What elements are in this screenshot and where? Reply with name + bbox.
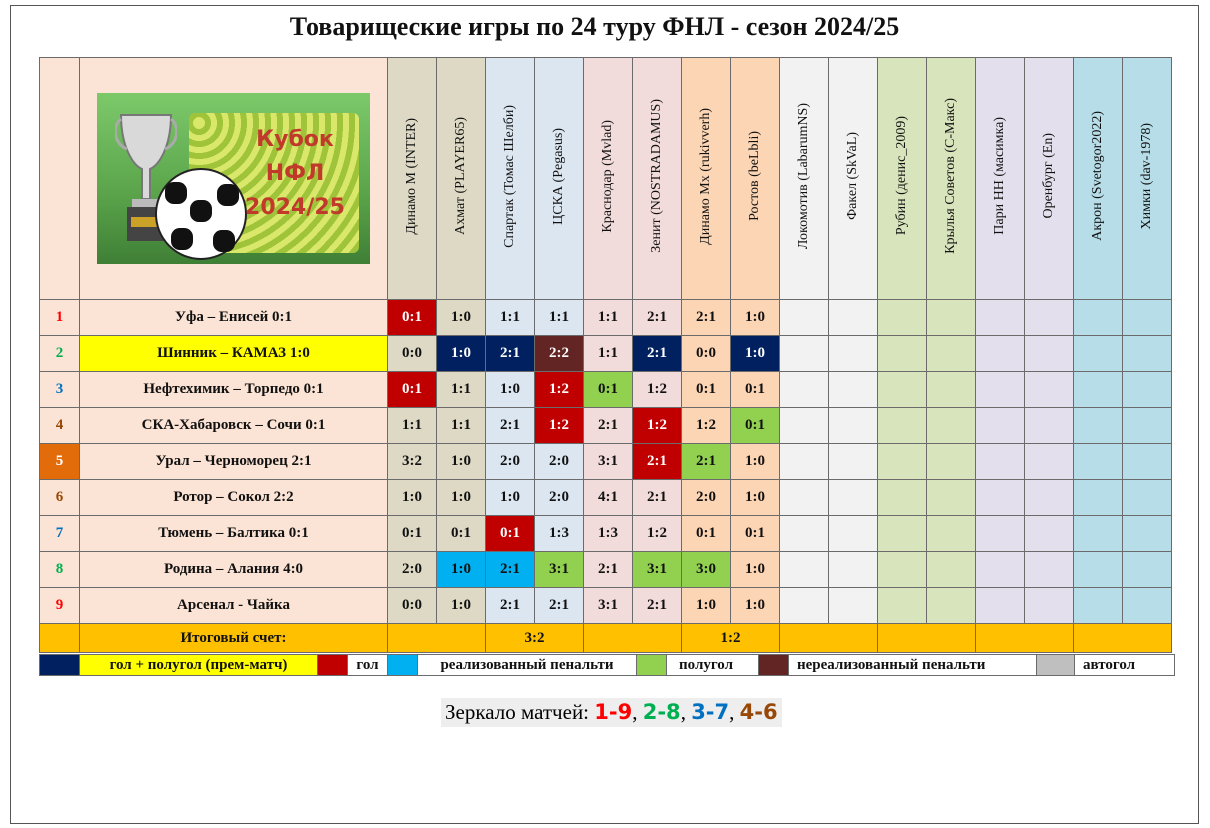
legend-label-own-goal: автогол <box>1075 655 1175 676</box>
score-cell: 2:0 <box>535 444 584 480</box>
legend-swatch-prem <box>40 655 80 676</box>
match-name: Арсенал - Чайка <box>80 588 388 624</box>
empty-cell <box>829 444 878 480</box>
score-cell: 0:1 <box>486 516 535 552</box>
match-row <box>40 552 1172 588</box>
score-cell: 2:0 <box>388 552 437 588</box>
score-cell: 2:1 <box>633 444 682 480</box>
mirror-sep: , <box>632 700 638 724</box>
team-name: Динамо М (INTER) <box>404 117 419 235</box>
score-cell: 2:0 <box>486 444 535 480</box>
score-cell: 2:1 <box>535 588 584 624</box>
row-number: 7 <box>40 516 80 552</box>
team-header <box>535 58 584 300</box>
empty-cell <box>780 552 829 588</box>
score-cell: 3:1 <box>633 552 682 588</box>
score-cell: 1:2 <box>633 372 682 408</box>
team-name: Локомотив (LabarumNS) <box>796 102 811 250</box>
team-name: Ростов (beLbli) <box>747 131 762 221</box>
legend-label-missed-pen: нереализованный пенальти <box>789 655 1037 676</box>
score-cell: 0:1 <box>388 372 437 408</box>
total-label: Итоговый счет: <box>80 624 388 653</box>
score-cell: 1:0 <box>682 588 731 624</box>
score-cell: 1:0 <box>437 300 486 336</box>
score-cell: 3:1 <box>535 552 584 588</box>
empty-cell <box>878 588 927 624</box>
score-cell: 1:0 <box>388 480 437 516</box>
logo-line: НФЛ <box>265 161 325 186</box>
score-cell: 2:1 <box>633 300 682 336</box>
score-cell: 4:1 <box>584 480 633 516</box>
empty-cell <box>1074 408 1123 444</box>
empty-cell <box>1025 408 1074 444</box>
row-number: 5 <box>40 444 80 480</box>
page-title: Товарищеские игры по 24 туру ФНЛ - сезон 2024/25 <box>289 12 900 41</box>
mirror-pair-2: 2-8 <box>642 700 681 724</box>
empty-cell <box>1025 300 1074 336</box>
mirror-matches <box>441 698 782 727</box>
empty-cell <box>780 300 829 336</box>
score-cell: 2:0 <box>535 480 584 516</box>
match-rows <box>40 300 1172 624</box>
cup-logo <box>97 93 370 264</box>
score-cell: 3:1 <box>584 444 633 480</box>
empty-cell <box>1123 444 1172 480</box>
score-cell: 1:0 <box>731 480 780 516</box>
mirror-label: Зеркало матчей: <box>445 700 590 724</box>
total-empty <box>1074 624 1172 653</box>
match-name: Родина – Алания 4:0 <box>80 552 388 588</box>
match-name: Уфа – Енисей 0:1 <box>80 300 388 336</box>
logo-text <box>225 123 365 225</box>
empty-cell <box>976 480 1025 516</box>
score-cell: 1:2 <box>535 372 584 408</box>
team-name: Рубин (денис_2009) <box>894 116 909 236</box>
empty-cell <box>927 516 976 552</box>
match-name: Нефтехимик – Торпедо 0:1 <box>80 372 388 408</box>
empty-cell <box>878 444 927 480</box>
empty-cell <box>976 336 1025 372</box>
match-row <box>40 372 1172 408</box>
empty-cell <box>829 480 878 516</box>
score-cell: 0:0 <box>682 336 731 372</box>
match-row <box>40 480 1172 516</box>
mirror-pair-1: 1-9 <box>594 700 633 724</box>
score-cell: 2:1 <box>584 552 633 588</box>
row-number: 3 <box>40 372 80 408</box>
match-row <box>40 408 1172 444</box>
match-name: Урал – Черноморец 2:1 <box>80 444 388 480</box>
score-cell: 1:0 <box>731 588 780 624</box>
team-name: Зенит (NOSTRADAMUS) <box>649 99 664 253</box>
total-empty <box>388 624 486 653</box>
team-header <box>927 58 976 300</box>
total-empty <box>40 624 80 653</box>
score-cell: 1:0 <box>437 552 486 588</box>
empty-cell <box>829 516 878 552</box>
score-cell: 1:0 <box>437 444 486 480</box>
score-cell: 2:1 <box>682 444 731 480</box>
empty-cell <box>1025 588 1074 624</box>
score-cell: 2:1 <box>486 408 535 444</box>
empty-cell <box>1025 480 1074 516</box>
score-cell: 1:0 <box>731 300 780 336</box>
match-name: Тюмень – Балтика 0:1 <box>80 516 388 552</box>
total-score-1: 3:2 <box>486 624 584 653</box>
team-header <box>976 58 1025 300</box>
empty-cell <box>829 336 878 372</box>
team-header <box>878 58 927 300</box>
row-number: 9 <box>40 588 80 624</box>
empty-cell <box>829 552 878 588</box>
corner-cell <box>40 58 80 300</box>
empty-cell <box>878 552 927 588</box>
total-empty <box>878 624 976 653</box>
empty-cell <box>1025 552 1074 588</box>
empty-cell <box>927 480 976 516</box>
score-cell: 3:0 <box>682 552 731 588</box>
empty-cell <box>1123 372 1172 408</box>
empty-cell <box>1074 588 1123 624</box>
empty-cell <box>780 444 829 480</box>
empty-cell <box>780 336 829 372</box>
score-cell: 2:1 <box>633 480 682 516</box>
score-cell: 0:1 <box>731 516 780 552</box>
team-header <box>682 58 731 300</box>
score-cell: 2:1 <box>486 552 535 588</box>
empty-cell <box>927 588 976 624</box>
score-cell: 1:2 <box>633 408 682 444</box>
team-name: Химки (dav-1978) <box>1139 122 1154 230</box>
empty-cell <box>927 552 976 588</box>
empty-cell <box>927 408 976 444</box>
empty-cell <box>1074 336 1123 372</box>
score-cell: 1:2 <box>682 408 731 444</box>
mirror-pair-4: 4-6 <box>739 700 778 724</box>
empty-cell <box>829 588 878 624</box>
logo-line: 2024/25 <box>245 195 345 220</box>
score-cell: 2:1 <box>633 336 682 372</box>
match-name: Шинник – КАМАЗ 1:0 <box>80 336 388 372</box>
score-cell: 1:1 <box>437 408 486 444</box>
empty-cell <box>976 552 1025 588</box>
team-name: Спартак (Томас Шелби) <box>502 104 517 248</box>
empty-cell <box>927 372 976 408</box>
score-cell: 1:2 <box>535 408 584 444</box>
match-row <box>40 516 1172 552</box>
empty-cell <box>976 516 1025 552</box>
empty-cell <box>1123 336 1172 372</box>
score-cell: 2:1 <box>486 336 535 372</box>
empty-cell <box>1123 588 1172 624</box>
score-cell: 0:1 <box>682 372 731 408</box>
score-cell: 0:0 <box>388 336 437 372</box>
team-name: Динамо Мх (rukivverh) <box>698 107 713 245</box>
empty-cell <box>1025 372 1074 408</box>
team-header <box>584 58 633 300</box>
score-cell: 1:1 <box>388 408 437 444</box>
team-header <box>731 58 780 300</box>
empty-cell <box>1123 300 1172 336</box>
score-cell: 0:1 <box>388 300 437 336</box>
score-cell: 2:1 <box>682 300 731 336</box>
score-cell: 2:2 <box>535 336 584 372</box>
total-empty <box>976 624 1074 653</box>
empty-cell <box>780 372 829 408</box>
score-cell: 0:1 <box>731 408 780 444</box>
match-row <box>40 300 1172 336</box>
score-cell: 1:0 <box>731 552 780 588</box>
empty-cell <box>1074 516 1123 552</box>
empty-cell <box>976 300 1025 336</box>
empty-cell <box>1074 300 1123 336</box>
score-cell: 0:1 <box>731 372 780 408</box>
empty-cell <box>878 300 927 336</box>
score-cell: 0:1 <box>437 516 486 552</box>
score-cell: 1:3 <box>584 516 633 552</box>
empty-cell <box>927 336 976 372</box>
total-score-2: 1:2 <box>682 624 780 653</box>
team-name: Оренбург (En) <box>1041 133 1056 219</box>
score-cell: 1:1 <box>437 372 486 408</box>
score-cell: 1:0 <box>437 480 486 516</box>
empty-cell <box>976 408 1025 444</box>
empty-cell <box>1025 336 1074 372</box>
header-row <box>40 58 1172 300</box>
legend-swatch-penalty <box>388 655 418 676</box>
team-header <box>1074 58 1123 300</box>
score-cell: 0:0 <box>388 588 437 624</box>
team-name: Акрон (Svetogor2022) <box>1090 111 1105 241</box>
empty-cell <box>1074 444 1123 480</box>
mirror-sep: , <box>729 700 735 724</box>
total-row <box>40 624 1172 653</box>
score-cell: 1:1 <box>584 336 633 372</box>
row-number: 6 <box>40 480 80 516</box>
empty-cell <box>878 408 927 444</box>
empty-cell <box>829 408 878 444</box>
legend-table <box>39 654 1175 676</box>
legend-swatch-missed-pen <box>759 655 789 676</box>
empty-cell <box>976 372 1025 408</box>
team-name: Краснодар (Mvlad) <box>600 119 615 233</box>
team-name: Ахмат (PLAYER65) <box>453 117 468 235</box>
legend-row <box>40 655 1175 676</box>
score-cell: 1:0 <box>486 372 535 408</box>
score-cell: 1:2 <box>633 516 682 552</box>
logo-cell <box>80 58 388 300</box>
score-cell: 1:0 <box>731 444 780 480</box>
results-table <box>39 57 1172 653</box>
empty-cell <box>1074 552 1123 588</box>
score-cell: 1:3 <box>535 516 584 552</box>
team-header <box>633 58 682 300</box>
empty-cell <box>927 444 976 480</box>
score-cell: 2:1 <box>584 408 633 444</box>
mirror-pair-3: 3-7 <box>691 700 730 724</box>
empty-cell <box>976 588 1025 624</box>
empty-cell <box>1074 372 1123 408</box>
legend-label-penalty: реализованный пенальти <box>418 655 637 676</box>
score-cell: 3:1 <box>584 588 633 624</box>
match-name: СКА-Хабаровск – Сочи 0:1 <box>80 408 388 444</box>
empty-cell <box>1025 444 1074 480</box>
team-name: Факел (SkVaL) <box>845 132 860 220</box>
score-cell: 0:1 <box>388 516 437 552</box>
legend-swatch-half-goal <box>637 655 667 676</box>
score-cell: 2:1 <box>486 588 535 624</box>
empty-cell <box>1123 408 1172 444</box>
match-name: Ротор – Сокол 2:2 <box>80 480 388 516</box>
team-name: Пари НН (масимка) <box>992 117 1007 235</box>
team-name: ЦСКА (Pegasus) <box>551 127 566 225</box>
mirror-sep: , <box>680 700 686 724</box>
empty-cell <box>878 336 927 372</box>
empty-cell <box>1074 480 1123 516</box>
score-cell: 1:1 <box>584 300 633 336</box>
row-number: 1 <box>40 300 80 336</box>
score-cell: 0:1 <box>584 372 633 408</box>
empty-cell <box>878 516 927 552</box>
score-cell: 1:0 <box>731 336 780 372</box>
score-cell: 3:2 <box>388 444 437 480</box>
empty-cell <box>976 444 1025 480</box>
match-row <box>40 444 1172 480</box>
match-row <box>40 588 1172 624</box>
score-cell: 1:1 <box>486 300 535 336</box>
team-name: Крылья Советов (С-Макс) <box>943 98 958 254</box>
empty-cell <box>1025 516 1074 552</box>
empty-cell <box>878 372 927 408</box>
empty-cell <box>780 480 829 516</box>
match-row <box>40 336 1172 372</box>
empty-cell <box>1123 516 1172 552</box>
legend-label-half-goal: полугол <box>667 655 759 676</box>
score-cell: 1:0 <box>486 480 535 516</box>
team-header <box>829 58 878 300</box>
empty-cell <box>780 588 829 624</box>
team-header <box>486 58 535 300</box>
logo-line: Кубок <box>256 127 334 152</box>
empty-cell <box>1123 480 1172 516</box>
empty-cell <box>829 300 878 336</box>
empty-cell <box>829 372 878 408</box>
legend-swatch-own-goal <box>1037 655 1075 676</box>
team-header <box>1025 58 1074 300</box>
team-header <box>1123 58 1172 300</box>
legend-label-goal: гол <box>348 655 388 676</box>
score-cell: 1:0 <box>437 588 486 624</box>
score-cell: 1:1 <box>535 300 584 336</box>
empty-cell <box>1123 552 1172 588</box>
score-cell: 0:1 <box>682 516 731 552</box>
score-cell: 2:1 <box>633 588 682 624</box>
team-header <box>388 58 437 300</box>
total-empty <box>780 624 878 653</box>
empty-cell <box>927 300 976 336</box>
total-empty <box>584 624 682 653</box>
score-cell: 1:0 <box>437 336 486 372</box>
legend-swatch-goal <box>318 655 348 676</box>
row-number: 8 <box>40 552 80 588</box>
empty-cell <box>780 408 829 444</box>
row-number: 2 <box>40 336 80 372</box>
empty-cell <box>780 516 829 552</box>
team-header <box>437 58 486 300</box>
team-header <box>780 58 829 300</box>
empty-cell <box>878 480 927 516</box>
score-cell: 2:0 <box>682 480 731 516</box>
legend-label-prem: гол + полугол (прем-матч) <box>80 655 318 676</box>
row-number: 4 <box>40 408 80 444</box>
